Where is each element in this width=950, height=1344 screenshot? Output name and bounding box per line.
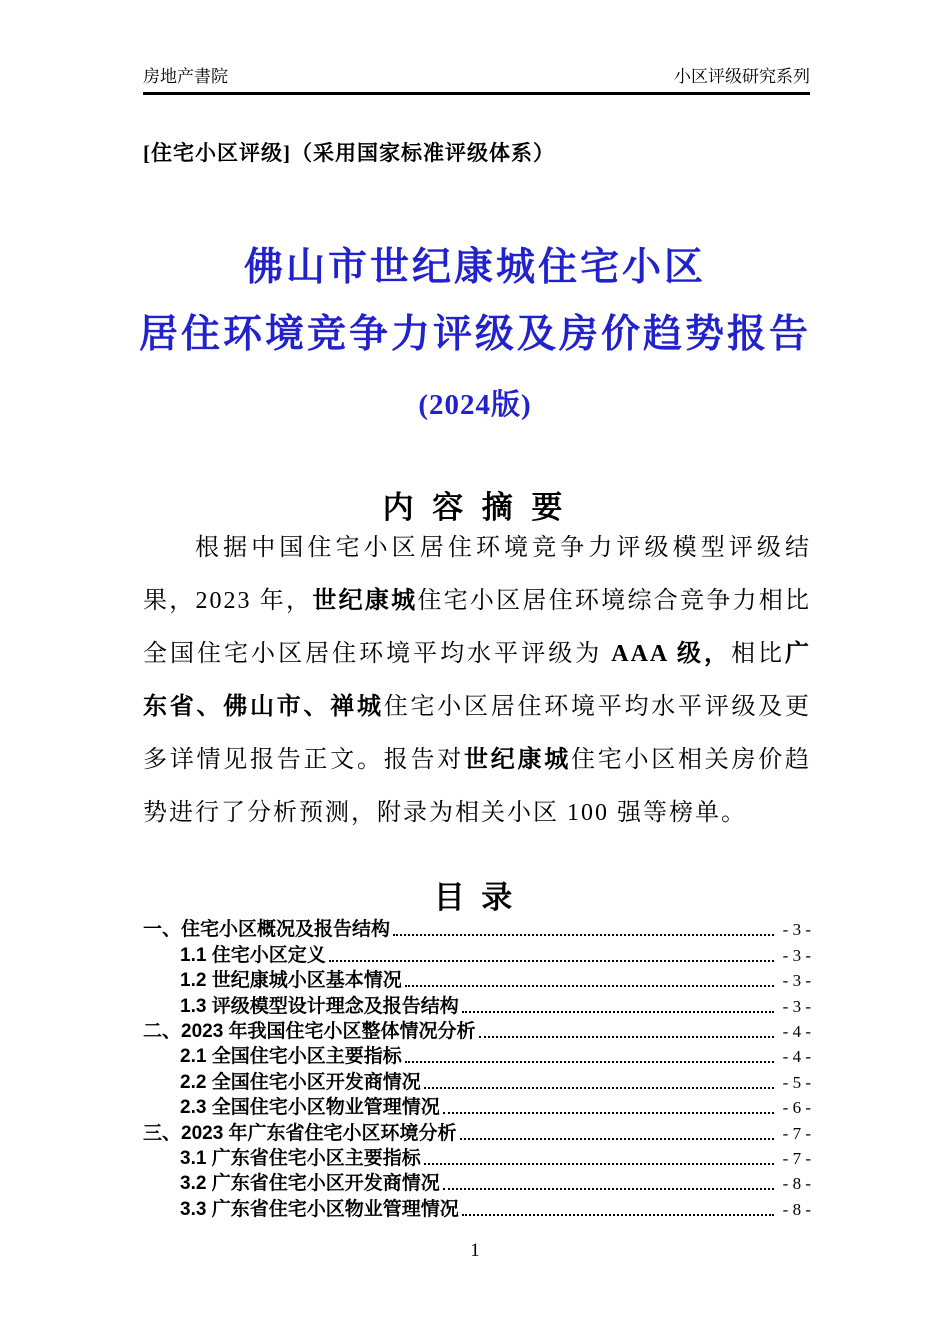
page-number: 1 <box>470 1240 480 1261</box>
toc-entry-page: - 3 - <box>782 945 811 965</box>
toc-entry-2-2[interactable] <box>143 1068 811 1093</box>
toc-entry-label: 3.2 广东省住宅小区开发商情况 <box>180 1173 440 1195</box>
toc-dot-leader <box>462 1011 774 1013</box>
toc-entry-3[interactable] <box>143 1119 811 1144</box>
toc-entry-2[interactable] <box>143 1018 811 1043</box>
toc-entry-label: 2.2 全国住宅小区开发商情况 <box>180 1071 421 1093</box>
toc-entry-2-1[interactable] <box>143 1043 811 1068</box>
toc-entry-label: 二、2023 年我国住宅小区整体情况分析 <box>143 1020 476 1042</box>
toc-entry-page: - 7 - <box>782 1148 811 1168</box>
summary-heading: 内 容 摘 要 <box>382 490 568 525</box>
summary-segment: 住宅小区相关房价趋势进行了分析预测，附录为相关小区 100 强等榜单。 <box>143 747 811 826</box>
toc-entry-label: 三、2023 年广东省住宅小区环境分析 <box>143 1122 457 1144</box>
toc-dot-leader <box>405 1061 774 1063</box>
summary-segment: 根据中国住宅小区居住环境竞争力评级模型评级结果，2023 年， <box>143 535 811 614</box>
toc-entry-page: - 8 - <box>782 1199 811 1219</box>
toc-entry-3-1[interactable] <box>143 1145 811 1170</box>
toc-dot-leader <box>393 934 774 936</box>
summary-segment-bold: 世纪康城 <box>464 747 571 773</box>
toc-entry-page: - 7 - <box>782 1123 811 1143</box>
toc-entry-label: 1.3 评级模型设计理念及报告结构 <box>180 995 459 1017</box>
summary-segment-bold: AAA 级， <box>611 641 731 667</box>
toc-dot-leader <box>460 1138 774 1140</box>
summary-segment-bold: 世纪康城 <box>312 588 418 614</box>
toc-entry-1-1[interactable] <box>143 941 811 966</box>
toc-entry-page: - 3 - <box>782 920 811 940</box>
toc-dot-leader <box>462 1214 774 1216</box>
toc-entry-page: - 3 - <box>782 971 811 991</box>
toc-entry-1-2[interactable] <box>143 967 811 992</box>
report-title-line1: 佛山市世纪康城住宅小区 <box>243 246 706 289</box>
toc-entry-label: 2.3 全国住宅小区物业管理情况 <box>180 1097 440 1119</box>
toc-entry-page: - 4 - <box>782 1047 811 1067</box>
toc-dot-leader <box>479 1036 774 1038</box>
toc-entry-1-3[interactable] <box>143 992 811 1017</box>
toc-entry-label: 2.1 全国住宅小区主要指标 <box>180 1046 402 1068</box>
toc-dot-leader <box>424 1087 774 1089</box>
summary-segment: 相比 <box>730 641 786 667</box>
toc-dot-leader <box>443 1112 774 1114</box>
toc-heading: 目 录 <box>433 880 517 915</box>
toc-dot-leader <box>424 1163 774 1165</box>
toc-entry-label: 一、住宅小区概况及报告结构 <box>143 919 391 941</box>
toc-entry-label: 1.2 世纪康城小区基本情况 <box>180 970 402 992</box>
toc-entry-page: - 4 - <box>782 1021 811 1041</box>
toc-entry-3-3[interactable] <box>143 1195 811 1220</box>
toc-dot-leader <box>329 960 774 962</box>
toc-dot-leader <box>443 1188 774 1190</box>
report-title-line2: 居住环境竞争力评级及房价趋势报告 <box>138 313 811 356</box>
toc-entry-label: 1.1 住宅小区定义 <box>180 944 326 966</box>
toc-entry-page: - 3 - <box>782 996 811 1016</box>
report-edition: (2024版) <box>418 389 532 421</box>
summary-paragraph <box>143 522 811 840</box>
page-header <box>143 62 810 95</box>
toc-entry-3-2[interactable] <box>143 1170 811 1195</box>
summary-segment: 住宅小区居住环境综合竞争力相比全国住宅小区居住环境平均水平评级为 <box>143 588 812 667</box>
table-of-contents <box>143 916 811 1221</box>
toc-entry-label: 3.1 广东省住宅小区主要指标 <box>180 1147 421 1169</box>
header-right-text: 小区评级研究系列 <box>674 67 810 86</box>
toc-dot-leader <box>405 985 774 987</box>
summary-segment: 住宅小区居住环境平均水平评级及更多详情见报告正文。报告对 <box>143 694 811 773</box>
toc-entry-page: - 5 - <box>782 1072 811 1092</box>
rating-system-note: [住宅小区评级]（采用国家标准评级体系） <box>143 141 555 165</box>
toc-entry-label: 3.3 广东省住宅小区物业管理情况 <box>180 1198 459 1220</box>
report-title-block <box>0 248 950 423</box>
toc-entry-page: - 6 - <box>782 1098 811 1118</box>
toc-entry-2-3[interactable] <box>143 1094 811 1119</box>
header-left-text: 房地产書院 <box>143 67 228 86</box>
summary-segment-bold: 广东省、佛山市、禅城 <box>143 641 812 720</box>
toc-entry-page: - 8 - <box>782 1174 811 1194</box>
toc-entry-1[interactable] <box>143 916 811 941</box>
